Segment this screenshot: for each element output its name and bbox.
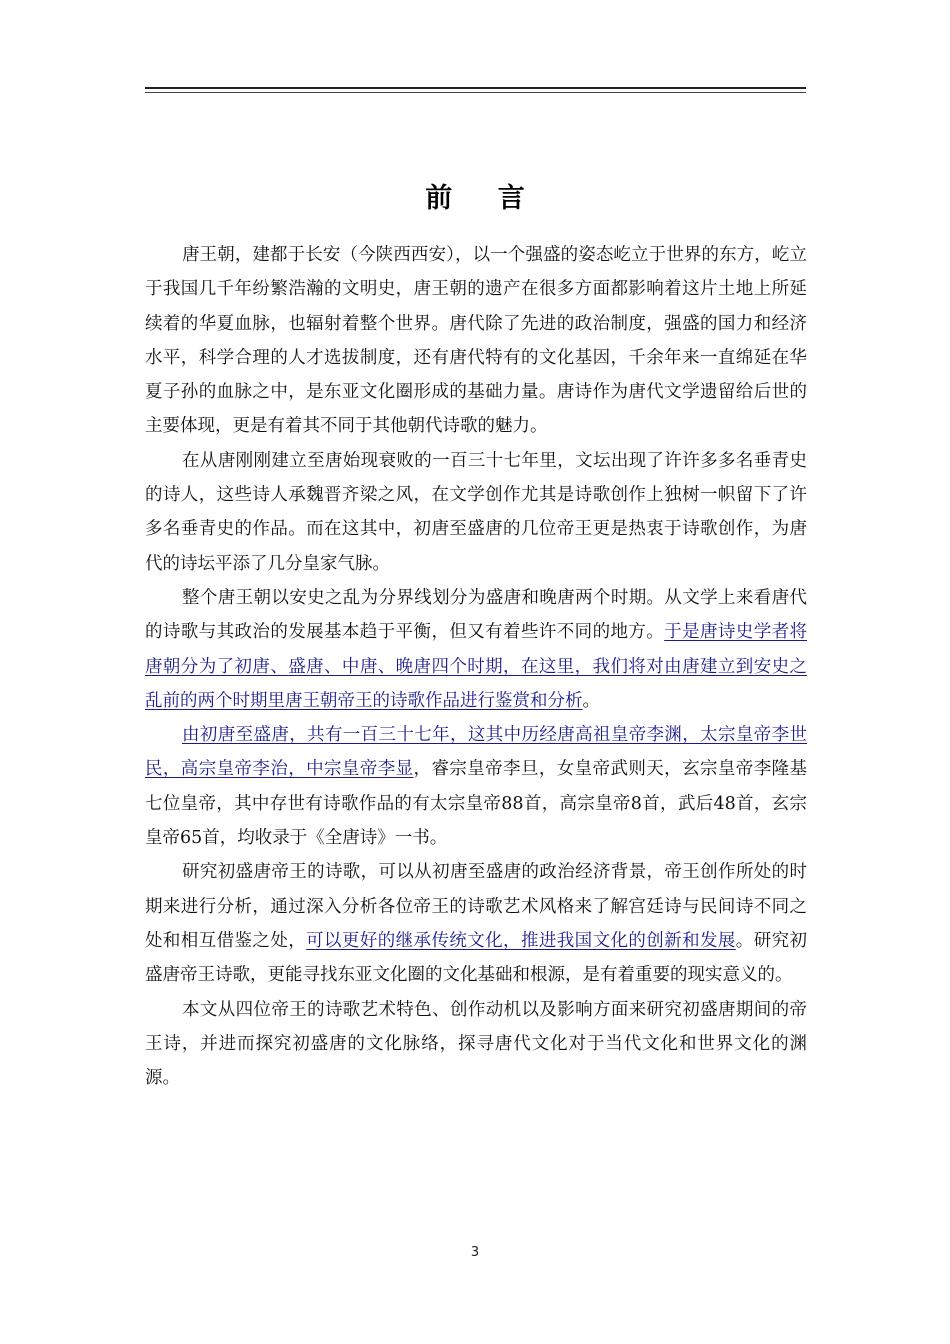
paragraph-3-end: 。: [582, 690, 600, 711]
paragraph-1: 唐王朝，建都于长安（今陕西西安），以一个强盛的姿态屹立于世界的东方，屹立于我国几千年纷繁浩瀚的文明史，唐王朝的遗产在很多方面都影响着这片土地上所延续着的华夏血脉，也辐射着整个世界。唐代除了先进的政治制度，强盛的国力和经济水平，科学合理的人才选拔制度，还有唐代特有的文化基因，千余年来一直绵延在华夏子孙的血脉之中，是东亚文化圈形成的基础力量。唐诗作为唐代文学遗留给后世的主要体现，更是有着其不同于其他朝代诗歌的魅力。: [145, 245, 807, 437]
paragraph-3: [145, 581, 807, 718]
paragraph-3-text: 整个唐王朝以安史之乱为分界线划分为盛唐和晚唐两个时期。从文学上来看唐代的诗歌与其政治的发展基本趋于平衡，但又有着些许不同的地方。: [145, 587, 807, 643]
page-number: 3: [470, 1245, 480, 1260]
paragraph-3-link[interactable]: 于是唐诗史学者将唐朝分为了初唐、盛唐、中唐、晚唐四个时期，在这里，我们将对由唐建立到安史之乱前的两个时期里唐王朝帝王的诗歌作品进行鉴赏和分析: [145, 622, 808, 711]
paragraph-4-link[interactable]: 由初唐至盛唐，共有一百三十七年，这其中历经唐高祖皇帝李渊，太宗皇帝李世民，高宗皇帝李治，中宗皇帝李显: [145, 725, 807, 780]
paragraph-5-link[interactable]: 可以更好的继承传统文化，推进我国文化的创新和发展: [306, 930, 736, 951]
header-rule-thin: [145, 92, 806, 93]
paragraph-6: 本文从四位帝王的诗歌艺术特色、创作动机以及影响方面来研究初盛唐期间的帝王诗，并进而探究初盛唐的文化脉络，探寻唐代文化对于当代文化和世界文化的渊源。: [145, 999, 807, 1089]
paragraph-5: [145, 855, 807, 992]
paragraph-5-end: 。研究初盛唐帝王诗歌，更能寻找东亚文化圈的文化基础和根源，是有着重要的现实意义的。: [145, 930, 808, 986]
header-rule-thick: [145, 87, 806, 89]
paragraph-5-text: 研究初盛唐帝王的诗歌，可以从初唐至盛唐的政治经济背景，帝王创作所处的时期来进行分析，通过深入分析各位帝王的诗歌艺术风格来了解宫廷诗与民间诗不同之处和相互借鉴之处，: [145, 862, 807, 951]
body-text: [145, 238, 807, 1095]
paragraph-4: [145, 718, 807, 855]
page-title: 前 言: [425, 183, 543, 214]
paragraph-4-text: ，睿宗皇帝李旦，女皇帝武则天，玄宗皇帝李隆基七位皇帝，其中存世有诗歌作品的有太宗皇帝88首，高宗皇帝8首，武后48首，玄宗皇帝65首，均收录于《全唐诗》一书。: [145, 759, 808, 849]
paragraph-2: 在从唐刚刚建立至唐始现衰败的一百三十七年里，文坛出现了许许多多名垂青史的诗人，这些诗人承魏晋齐梁之风，在文学创作尤其是诗歌创作上独树一帜留下了许多名垂青史的作品。而在这其中，初唐至盛唐的几位帝王更是热衷于诗歌创作，为唐代的诗坛平添了几分皇家气脉。: [145, 450, 807, 574]
